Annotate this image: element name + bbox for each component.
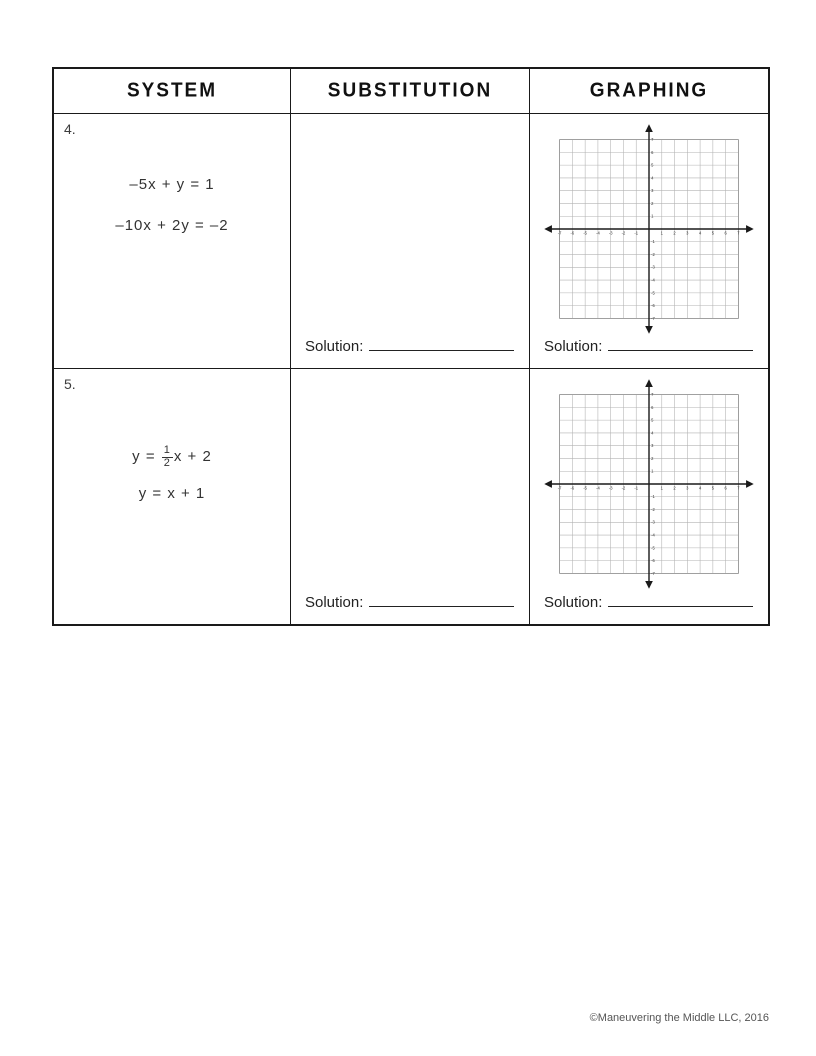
svg-text:7: 7	[651, 392, 654, 398]
svg-text:-5: -5	[583, 485, 587, 491]
header-substitution	[290, 69, 529, 113]
svg-text:-7: -7	[557, 485, 562, 491]
row5-substitution-cell	[290, 368, 529, 624]
svg-text:-2: -2	[651, 251, 655, 257]
row5-substitution-solution	[305, 594, 514, 611]
solution-label: Solution:	[305, 594, 364, 611]
fraction-one-half	[162, 445, 173, 469]
row4-equation-1: –5x + y = 1	[129, 176, 215, 193]
svg-text:-2: -2	[651, 506, 655, 512]
svg-text:-4: -4	[596, 230, 600, 236]
row4-equations	[54, 176, 290, 234]
svg-text:-6: -6	[651, 558, 655, 564]
svg-text:7: 7	[737, 485, 740, 491]
svg-text:1: 1	[651, 468, 654, 474]
row4-graphing-solution	[544, 338, 753, 355]
svg-text:5: 5	[651, 162, 654, 168]
svg-text:6: 6	[724, 485, 727, 491]
svg-text:-2: -2	[621, 485, 626, 491]
svg-text:3: 3	[686, 485, 689, 491]
svg-text:5: 5	[711, 230, 714, 236]
svg-text:-1: -1	[634, 230, 639, 236]
svg-text:6: 6	[724, 230, 727, 236]
solution-blank	[369, 594, 514, 607]
solution-blank	[608, 338, 753, 351]
row4-graphing-cell	[529, 113, 768, 368]
row4-substitution-cell	[290, 113, 529, 368]
svg-text:3: 3	[651, 443, 654, 449]
svg-text:-5: -5	[651, 290, 655, 296]
svg-text:-6: -6	[570, 230, 575, 236]
worksheet-table	[52, 67, 770, 626]
svg-text:4: 4	[698, 230, 702, 236]
svg-text:-1: -1	[651, 494, 655, 500]
svg-text:5: 5	[651, 417, 654, 423]
row4-number: 4.	[64, 121, 76, 137]
svg-text:-3: -3	[651, 264, 655, 270]
svg-text:4: 4	[651, 430, 654, 436]
copyright-credit: ©Maneuvering the Middle LLC, 2016	[589, 1012, 769, 1024]
solution-label: Solution:	[305, 338, 364, 355]
svg-text:-3: -3	[608, 485, 613, 491]
header-graphing-label: GRAPHING	[589, 79, 709, 102]
row5-equation-1	[54, 445, 290, 469]
row4-system-cell	[54, 113, 290, 368]
svg-text:1: 1	[660, 230, 663, 236]
row5-coordinate-grid	[543, 378, 755, 590]
row5-equation-2: y = x + 1	[138, 485, 206, 503]
svg-text:5: 5	[711, 485, 714, 491]
svg-text:1: 1	[660, 485, 663, 491]
svg-text:-5: -5	[583, 230, 587, 236]
svg-text:-4: -4	[651, 277, 655, 283]
svg-text:-3: -3	[608, 230, 613, 236]
equation-lead: y =	[132, 448, 161, 466]
row4-equation-2: –10x + 2y = –2	[115, 217, 229, 234]
row5-graphing-cell	[529, 368, 768, 624]
solution-label: Solution:	[544, 594, 603, 611]
header-system-label: SYSTEM	[126, 79, 218, 102]
svg-text:-5: -5	[651, 545, 655, 551]
fraction-numerator: 1	[163, 444, 171, 456]
solution-label: Solution:	[544, 338, 603, 355]
header-substitution-label: SUBSTITUTION	[327, 79, 493, 102]
svg-text:7: 7	[651, 137, 654, 143]
fraction-denominator: 2	[163, 456, 171, 469]
svg-text:-6: -6	[570, 485, 575, 491]
svg-text:2: 2	[651, 455, 654, 461]
svg-text:-4: -4	[651, 532, 655, 538]
solution-blank	[608, 594, 753, 607]
row5-equations	[54, 445, 290, 502]
svg-text:-2: -2	[621, 230, 626, 236]
svg-text:6: 6	[651, 149, 654, 155]
equation-tail: x + 2	[173, 448, 212, 466]
svg-text:2: 2	[651, 200, 654, 206]
svg-text:2: 2	[673, 485, 676, 491]
row5-number: 5.	[64, 376, 76, 392]
svg-text:-1: -1	[634, 485, 639, 491]
row5-graphing-solution	[544, 594, 753, 611]
row4-substitution-solution	[305, 338, 514, 355]
header-graphing	[529, 69, 768, 113]
row5-system-cell	[54, 368, 290, 624]
header-system	[54, 69, 290, 113]
row4-coordinate-grid	[543, 123, 755, 335]
svg-text:-1: -1	[651, 239, 655, 245]
svg-text:-3: -3	[651, 519, 655, 525]
svg-text:-7: -7	[557, 230, 562, 236]
svg-text:3: 3	[651, 188, 654, 194]
svg-text:7: 7	[737, 230, 740, 236]
svg-text:4: 4	[651, 175, 654, 181]
svg-text:2: 2	[673, 230, 676, 236]
svg-text:-6: -6	[651, 303, 655, 309]
svg-text:-7: -7	[651, 315, 655, 321]
svg-text:1: 1	[651, 213, 654, 219]
svg-text:-4: -4	[596, 485, 600, 491]
solution-blank	[369, 338, 514, 351]
svg-text:6: 6	[651, 404, 654, 410]
svg-text:-7: -7	[651, 570, 655, 576]
svg-text:3: 3	[686, 230, 689, 236]
svg-text:4: 4	[698, 485, 702, 491]
